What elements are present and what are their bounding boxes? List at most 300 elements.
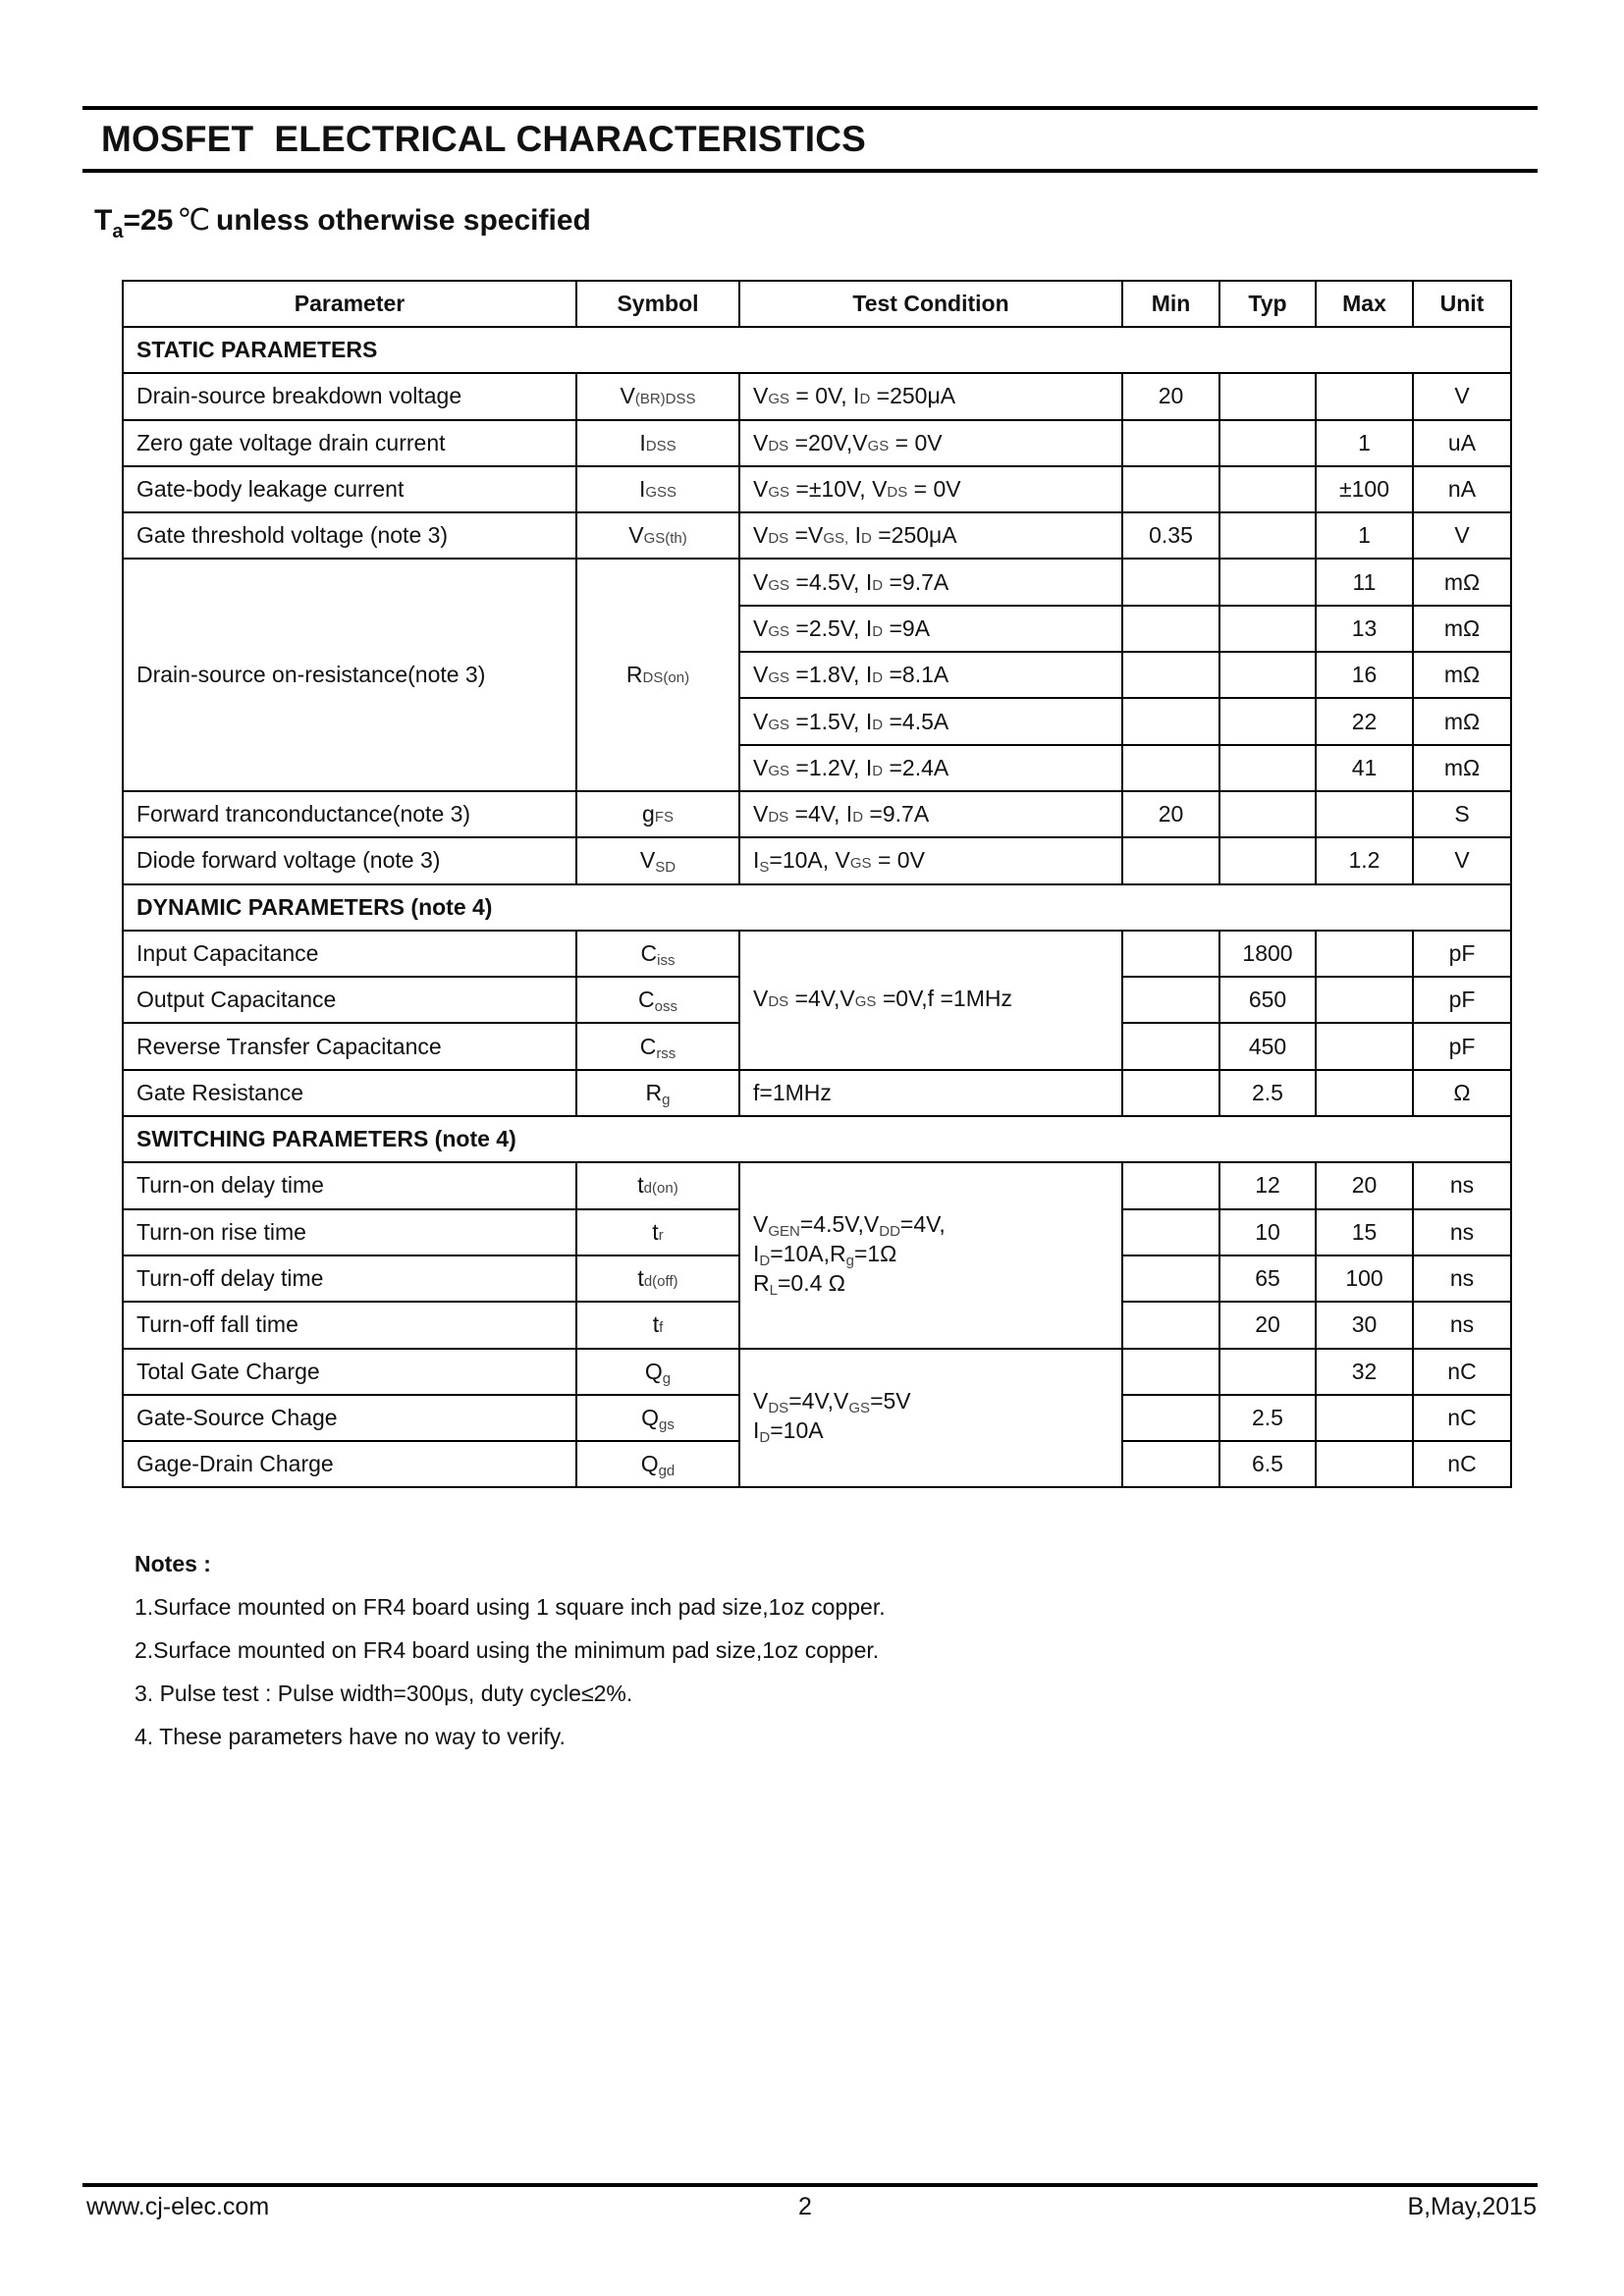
- condition-line: [753, 986, 1121, 1015]
- text-segment: Q: [644, 1358, 663, 1384]
- text-segment: =4V,: [899, 1210, 946, 1237]
- text-segment: Q: [641, 1404, 660, 1430]
- table-header-row: [123, 281, 1511, 327]
- subscript: GS(th): [643, 530, 687, 548]
- subscript: GS: [849, 855, 872, 873]
- subscript: D: [872, 622, 884, 640]
- text-segment: V: [753, 1210, 769, 1237]
- subscript: DS: [768, 530, 789, 548]
- column-header-symbol: Symbol: [576, 281, 739, 327]
- subscript: GS: [768, 762, 790, 779]
- cell-test-condition: [739, 512, 1122, 559]
- condition-line: [753, 1417, 1121, 1447]
- cell-min: [1122, 466, 1219, 512]
- ambient-symbol: T: [94, 204, 113, 237]
- subscript: GSS: [645, 484, 677, 502]
- cell-parameter: Turn-on delay time: [123, 1162, 576, 1208]
- cell-max: 20: [1316, 1162, 1413, 1208]
- text-segment: =4V,V: [788, 1388, 849, 1415]
- cell-min: [1122, 931, 1219, 977]
- section-title: SWITCHING PARAMETERS (note 4): [123, 1116, 1511, 1162]
- cell-typ: [1219, 652, 1316, 698]
- subscript: D: [759, 1252, 771, 1269]
- subscript: D: [872, 576, 884, 594]
- subscript: (BR)DSS: [634, 391, 696, 408]
- cell-max: 13: [1316, 606, 1413, 652]
- cell-test-condition: [739, 466, 1122, 512]
- text-segment: f=1MHz: [753, 1079, 832, 1105]
- cell-max: 22: [1316, 698, 1413, 744]
- cell-max: 1.2: [1316, 837, 1413, 883]
- column-header-typ: Typ: [1219, 281, 1316, 327]
- subscript: gs: [659, 1415, 675, 1433]
- subscript: D: [872, 669, 884, 687]
- cell-typ: [1219, 698, 1316, 744]
- cell-typ: 2.5: [1219, 1395, 1316, 1441]
- cell-typ: [1219, 837, 1316, 883]
- cell-typ: [1219, 559, 1316, 605]
- cell-min: 20: [1122, 791, 1219, 837]
- cell-symbol: [576, 1302, 739, 1348]
- celsius-unit: ℃: [177, 204, 211, 237]
- cell-max: [1316, 1395, 1413, 1441]
- cell-max: [1316, 791, 1413, 837]
- cell-unit: V: [1413, 373, 1511, 419]
- text-segment: =9A: [883, 614, 931, 641]
- cell-max: 16: [1316, 652, 1413, 698]
- text-segment: V: [628, 522, 644, 549]
- subscript: GS: [768, 716, 790, 733]
- cell-unit: S: [1413, 791, 1511, 837]
- cell-unit: nA: [1413, 466, 1511, 512]
- text-segment: I: [753, 847, 760, 874]
- text-segment: R: [625, 662, 643, 688]
- cell-test-condition: [739, 373, 1122, 419]
- cell-max: [1316, 931, 1413, 977]
- text-segment: I: [638, 476, 646, 503]
- text-segment: V: [753, 476, 769, 503]
- text-segment: =250μA: [870, 383, 956, 409]
- text-segment: t: [637, 1172, 644, 1199]
- column-header-unit: Unit: [1413, 281, 1511, 327]
- cell-symbol: [576, 559, 739, 790]
- cell-test-condition: [739, 1349, 1122, 1488]
- subscript: FS: [654, 809, 674, 827]
- cell-parameter: Gage-Drain Charge: [123, 1441, 576, 1487]
- subscript: GS: [768, 669, 790, 687]
- cell-typ: 65: [1219, 1255, 1316, 1302]
- subscript: DS: [768, 992, 789, 1010]
- cell-typ: 10: [1219, 1209, 1316, 1255]
- cell-test-condition: [739, 837, 1122, 883]
- cell-typ: [1219, 373, 1316, 419]
- cell-min: [1122, 1441, 1219, 1487]
- cell-test-condition: [739, 559, 1122, 605]
- subscript: DS: [768, 437, 789, 454]
- cell-unit: mΩ: [1413, 698, 1511, 744]
- table-body: [123, 327, 1511, 1487]
- cell-unit: ns: [1413, 1209, 1511, 1255]
- cell-symbol: [576, 791, 739, 837]
- cell-symbol: [576, 1070, 739, 1116]
- text-segment: I: [753, 1417, 760, 1444]
- header-rule-top: [82, 106, 1538, 110]
- text-segment: =4V, I: [788, 801, 853, 828]
- footer-rule: [82, 2183, 1538, 2187]
- text-segment: =20V,V: [788, 429, 868, 455]
- text-segment: =4.5V,V: [799, 1210, 880, 1237]
- subscript: DS: [768, 1400, 789, 1417]
- cell-parameter: Reverse Transfer Capacitance: [123, 1023, 576, 1069]
- cell-min: 0.35: [1122, 512, 1219, 559]
- cell-max: 30: [1316, 1302, 1413, 1348]
- cell-unit: mΩ: [1413, 559, 1511, 605]
- cell-unit: uA: [1413, 420, 1511, 466]
- subscript: D: [852, 809, 864, 827]
- cell-parameter: Total Gate Charge: [123, 1349, 576, 1395]
- text-segment: =10A, V: [769, 847, 850, 874]
- table-row: [123, 791, 1511, 837]
- cell-symbol: [576, 1395, 739, 1441]
- subscript: GS: [768, 484, 790, 502]
- cell-typ: 12: [1219, 1162, 1316, 1208]
- cell-symbol: [576, 1255, 739, 1302]
- cell-max: [1316, 373, 1413, 419]
- cell-typ: 450: [1219, 1023, 1316, 1069]
- table-row: [123, 559, 1511, 605]
- text-segment: =±10V, V: [789, 476, 888, 503]
- cell-max: ±100: [1316, 466, 1413, 512]
- cell-test-condition: [739, 1070, 1122, 1116]
- subscript: DSS: [645, 437, 677, 454]
- section-header-row: [123, 884, 1511, 931]
- subscript: DS: [887, 484, 908, 502]
- cell-test-condition: [739, 745, 1122, 791]
- cell-unit: pF: [1413, 931, 1511, 977]
- subscript: g: [662, 1369, 672, 1387]
- text-segment: V: [753, 614, 769, 641]
- cell-symbol: [576, 466, 739, 512]
- cell-unit: V: [1413, 837, 1511, 883]
- text-segment: =4.5A: [883, 708, 949, 734]
- cell-max: [1316, 1023, 1413, 1069]
- section-title: STATIC PARAMETERS: [123, 327, 1511, 373]
- subscript: GS: [848, 1400, 871, 1417]
- subscript: iss: [657, 952, 676, 969]
- cell-unit: ns: [1413, 1255, 1511, 1302]
- ambient-suffix: unless otherwise specified: [216, 204, 591, 237]
- cell-symbol: [576, 1162, 739, 1208]
- ambient-symbol-sub: a: [112, 221, 124, 242]
- cell-test-condition: [739, 698, 1122, 744]
- column-header-test-condition: Test Condition: [739, 281, 1122, 327]
- cell-min: [1122, 420, 1219, 466]
- cell-parameter: Drain-source breakdown voltage: [123, 373, 576, 419]
- header-rule-bottom: [82, 169, 1538, 173]
- cell-max: 32: [1316, 1349, 1413, 1395]
- subscript: gd: [658, 1463, 676, 1480]
- text-segment: V: [639, 847, 656, 874]
- subscript: GS: [854, 992, 877, 1010]
- text-segment: t: [652, 1311, 660, 1338]
- subscript: D: [859, 391, 871, 408]
- subscript: D: [872, 762, 884, 779]
- subscript: g: [845, 1252, 854, 1269]
- cell-min: [1122, 606, 1219, 652]
- subscript: GEN: [768, 1222, 800, 1240]
- cell-min: [1122, 698, 1219, 744]
- cell-symbol: [576, 837, 739, 883]
- text-segment: =8.1A: [883, 662, 949, 688]
- cell-symbol: [576, 1349, 739, 1395]
- cell-min: [1122, 1349, 1219, 1395]
- cell-max: [1316, 1070, 1413, 1116]
- subscript: d(on): [643, 1180, 678, 1198]
- cell-symbol: [576, 1023, 739, 1069]
- text-segment: =5V: [870, 1388, 911, 1415]
- condition-line: [753, 1388, 1121, 1417]
- subscript: SD: [655, 859, 677, 877]
- condition-line: [753, 1241, 1121, 1270]
- text-segment: I: [753, 1240, 760, 1266]
- cell-min: [1122, 559, 1219, 605]
- cell-symbol: [576, 512, 739, 559]
- text-segment: V: [753, 985, 769, 1011]
- cell-max: [1316, 977, 1413, 1023]
- cell-unit: nC: [1413, 1395, 1511, 1441]
- section-title: DYNAMIC PARAMETERS (note 4): [123, 884, 1511, 931]
- table-row: [123, 1070, 1511, 1116]
- cell-min: [1122, 977, 1219, 1023]
- cell-test-condition: [739, 606, 1122, 652]
- cell-max: [1316, 1441, 1413, 1487]
- cell-symbol: [576, 373, 739, 419]
- cell-typ: [1219, 420, 1316, 466]
- cell-unit: mΩ: [1413, 745, 1511, 791]
- subscript: GS: [867, 437, 890, 454]
- text-segment: = 0V, I: [789, 383, 860, 409]
- cell-test-condition: [739, 1162, 1122, 1348]
- text-segment: =1.2V, I: [789, 754, 873, 780]
- text-segment: V: [753, 801, 769, 828]
- subscript: DS: [768, 809, 789, 827]
- subscript: rss: [656, 1044, 677, 1062]
- text-segment: I: [639, 429, 646, 455]
- table-row: [123, 931, 1511, 977]
- cell-unit: pF: [1413, 977, 1511, 1023]
- cell-min: [1122, 1023, 1219, 1069]
- cell-test-condition: [739, 931, 1122, 1070]
- cell-parameter: Turn-off delay time: [123, 1255, 576, 1302]
- text-segment: V: [620, 383, 635, 409]
- text-segment: C: [639, 1033, 657, 1059]
- text-segment: =4V,V: [788, 985, 855, 1011]
- cell-unit: ns: [1413, 1162, 1511, 1208]
- text-segment: =9.7A: [883, 568, 949, 595]
- note-item: 3. Pulse test : Pulse width=300μs, duty cycle≤2%.: [135, 1681, 633, 1706]
- cell-parameter: Turn-off fall time: [123, 1302, 576, 1348]
- cell-parameter: Drain-source on-resistance(note 3): [123, 559, 576, 790]
- footer-website-link[interactable]: www.cj-elec.com: [86, 2193, 270, 2220]
- cell-parameter: Gate-body leakage current: [123, 466, 576, 512]
- ambient-condition: [94, 203, 591, 242]
- text-segment: = 0V: [871, 847, 925, 874]
- cell-max: 1: [1316, 420, 1413, 466]
- table-row: [123, 1162, 1511, 1208]
- cell-unit: nC: [1413, 1349, 1511, 1395]
- cell-symbol: [576, 1209, 739, 1255]
- cell-parameter: Gate-Source Chage: [123, 1395, 576, 1441]
- cell-typ: [1219, 466, 1316, 512]
- table-row: [123, 837, 1511, 883]
- cell-max: 100: [1316, 1255, 1413, 1302]
- text-segment: =2.4A: [883, 754, 949, 780]
- subscript: f: [659, 1319, 664, 1337]
- subscript: L: [769, 1281, 778, 1299]
- cell-max: 15: [1316, 1209, 1413, 1255]
- cell-typ: 650: [1219, 977, 1316, 1023]
- subscript: GS: [768, 576, 790, 594]
- cell-typ: [1219, 1349, 1316, 1395]
- cell-min: [1122, 652, 1219, 698]
- text-segment: =0V,f =1MHz: [876, 985, 1012, 1011]
- condition-line: [753, 1211, 1121, 1241]
- text-segment: g: [642, 801, 655, 828]
- text-segment: I: [848, 522, 861, 549]
- subscript: D: [759, 1429, 771, 1447]
- cell-typ: 20: [1219, 1302, 1316, 1348]
- text-segment: =10A,R: [770, 1240, 846, 1266]
- column-header-max: Max: [1316, 281, 1413, 327]
- cell-parameter: Input Capacitance: [123, 931, 576, 977]
- subscript: GS,: [823, 530, 849, 548]
- subscript: GS: [768, 391, 790, 408]
- subscript: d(off): [643, 1273, 678, 1291]
- table-row: [123, 1349, 1511, 1395]
- cell-typ: [1219, 512, 1316, 559]
- cell-typ: [1219, 791, 1316, 837]
- cell-parameter: Gate Resistance: [123, 1070, 576, 1116]
- text-segment: C: [640, 940, 658, 966]
- text-segment: V: [753, 662, 769, 688]
- text-segment: =9.7A: [863, 801, 930, 828]
- text-segment: V: [753, 754, 769, 780]
- text-segment: =1.5V, I: [789, 708, 873, 734]
- subscript: S: [759, 859, 770, 877]
- cell-unit: Ω: [1413, 1070, 1511, 1116]
- cell-min: [1122, 1162, 1219, 1208]
- note-item: 2.Surface mounted on FR4 board using the minimum pad size,1oz copper.: [135, 1637, 880, 1663]
- text-segment: =2.5V, I: [789, 614, 873, 641]
- subscript: g: [662, 1091, 671, 1108]
- cell-min: [1122, 1255, 1219, 1302]
- cell-typ: 1800: [1219, 931, 1316, 977]
- text-segment: =250μA: [871, 522, 957, 549]
- text-segment: V: [753, 708, 769, 734]
- text-segment: =1.8V, I: [789, 662, 873, 688]
- footer-page-number: 2: [798, 2193, 812, 2220]
- text-segment: R: [753, 1269, 770, 1296]
- cell-parameter: Output Capacitance: [123, 977, 576, 1023]
- table-row: [123, 466, 1511, 512]
- text-segment: =1Ω: [853, 1240, 897, 1266]
- cell-test-condition: [739, 652, 1122, 698]
- cell-max: 11: [1316, 559, 1413, 605]
- text-segment: V: [753, 383, 769, 409]
- cell-symbol: [576, 977, 739, 1023]
- section-header-row: [123, 1116, 1511, 1162]
- subscript: oss: [654, 998, 677, 1016]
- cell-min: [1122, 1209, 1219, 1255]
- column-header-parameter: Parameter: [123, 281, 576, 327]
- cell-max: 41: [1316, 745, 1413, 791]
- text-segment: V: [753, 429, 769, 455]
- text-segment: t: [652, 1218, 659, 1245]
- notes-title: Notes :: [135, 1551, 211, 1576]
- cell-unit: ns: [1413, 1302, 1511, 1348]
- text-segment: Q: [640, 1451, 659, 1477]
- cell-unit: V: [1413, 512, 1511, 559]
- cell-parameter: Forward tranconductance(note 3): [123, 791, 576, 837]
- cell-min: 20: [1122, 373, 1219, 419]
- column-header-min: Min: [1122, 281, 1219, 327]
- cell-typ: [1219, 606, 1316, 652]
- notes: [135, 1551, 886, 1767]
- cell-max: 1: [1316, 512, 1413, 559]
- page-title: MOSFET ELECTRICAL CHARACTERISTICS: [101, 119, 867, 159]
- cell-unit: pF: [1413, 1023, 1511, 1069]
- cell-typ: 6.5: [1219, 1441, 1316, 1487]
- text-segment: V: [753, 568, 769, 595]
- cell-min: [1122, 1395, 1219, 1441]
- condition-line: [753, 1270, 1121, 1300]
- cell-parameter: Zero gate voltage drain current: [123, 420, 576, 466]
- cell-min: [1122, 1302, 1219, 1348]
- cell-symbol: [576, 1441, 739, 1487]
- cell-typ: 2.5: [1219, 1070, 1316, 1116]
- cell-parameter: Turn-on rise time: [123, 1209, 576, 1255]
- text-segment: = 0V: [889, 429, 943, 455]
- cell-unit: mΩ: [1413, 606, 1511, 652]
- section-header-row: [123, 327, 1511, 373]
- text-segment: =4.5V, I: [789, 568, 873, 595]
- subscript: DS(on): [642, 669, 690, 687]
- cell-parameter: Diode forward voltage (note 3): [123, 837, 576, 883]
- cell-min: [1122, 1070, 1219, 1116]
- cell-typ: [1219, 745, 1316, 791]
- cell-unit: nC: [1413, 1441, 1511, 1487]
- subscript: D: [860, 530, 872, 548]
- subscript: r: [658, 1226, 664, 1244]
- electrical-characteristics-table: [122, 280, 1512, 1488]
- text-segment: =V: [788, 522, 824, 549]
- table-row: [123, 420, 1511, 466]
- note-item: 4. These parameters have no way to verify.: [135, 1724, 566, 1749]
- text-segment: V: [753, 522, 769, 549]
- cell-parameter: Gate threshold voltage (note 3): [123, 512, 576, 559]
- ambient-value: =25: [123, 204, 174, 237]
- cell-min: [1122, 745, 1219, 791]
- note-item: 1.Surface mounted on FR4 board using 1 square inch pad size,1oz copper.: [135, 1594, 886, 1620]
- cell-test-condition: [739, 420, 1122, 466]
- cell-test-condition: [739, 791, 1122, 837]
- cell-unit: mΩ: [1413, 652, 1511, 698]
- text-segment: C: [638, 987, 655, 1013]
- text-segment: R: [645, 1079, 663, 1105]
- text-segment: t: [637, 1265, 644, 1292]
- subscript: D: [872, 716, 884, 733]
- text-segment: =0.4 Ω: [777, 1269, 845, 1296]
